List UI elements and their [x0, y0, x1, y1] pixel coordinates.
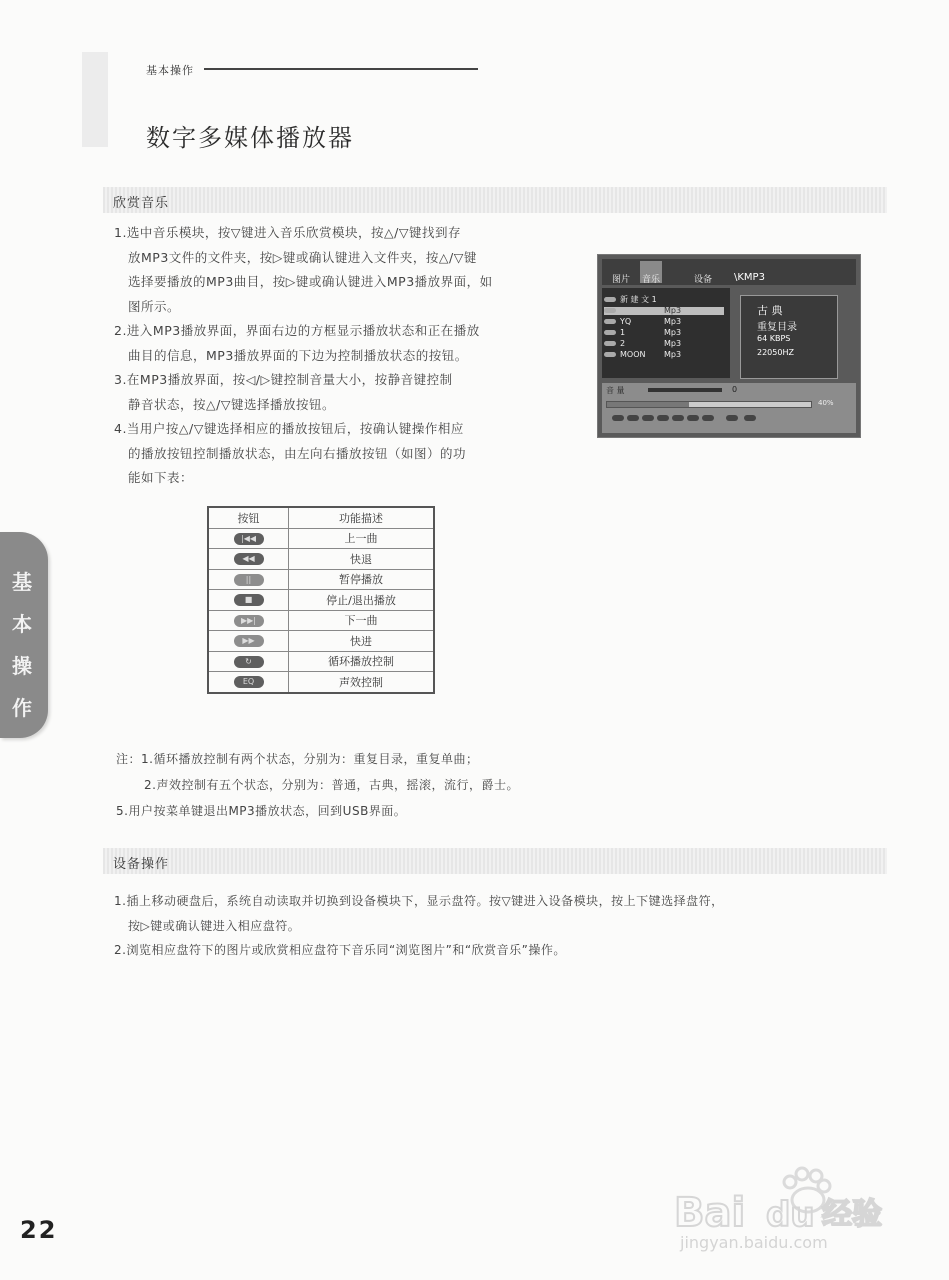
svg-text:du: du [766, 1195, 815, 1235]
instruction-line: 2.浏览相应盘符下的图片或欣赏相应盘符下音乐同“浏览图片”和“欣赏音乐”操作。 [114, 943, 566, 957]
section-header-music [103, 187, 887, 213]
rewind-icon: ◀◀ [234, 553, 264, 565]
table-row [208, 672, 434, 693]
mp3-player-screenshot [597, 254, 861, 438]
page-title: 数字多媒体播放器 [146, 124, 354, 152]
instruction-line: 静音状态，按△/▽键选择播放按钮。 [128, 396, 335, 412]
instruction-line: 选择要播放的MP3曲目，按▷键或确认键进入MP3播放界面，如 [128, 274, 493, 289]
note-line: 注：1.循环播放控制有两个状态，分别为：重复目录，重复单曲； [116, 752, 479, 766]
screenshot-tab-bar [602, 259, 856, 285]
table-row [208, 528, 434, 549]
header-decoration-bar [82, 52, 108, 147]
notes [116, 746, 636, 824]
tab-devices: 设备 [694, 275, 713, 285]
volume-value: 0 [732, 385, 738, 394]
instruction-line: 3.在MP3播放界面，按◁/▷键控制音量大小，按静音键控制 [114, 372, 453, 387]
table-cell: 上一曲 [289, 528, 435, 549]
table-row [208, 569, 434, 590]
file-row: 新 建 文 1 [604, 296, 657, 304]
side-tab-char: 本 [12, 612, 32, 636]
table-cell: 快退 [289, 549, 435, 570]
eq-icon: EQ [234, 676, 264, 688]
header-rule [204, 68, 478, 70]
eq-mode: 古 典 [757, 304, 783, 317]
fast-forward-icon: ▶▶ [234, 635, 264, 647]
instruction-line: 图所示。 [128, 298, 181, 314]
table-row [208, 631, 434, 652]
repeat-mode: 重复目录 [757, 322, 797, 333]
instruction-line: 的播放按钮控制播放状态，由左向右播放按钮（如图）的功 [128, 445, 467, 461]
volume-bar [648, 388, 722, 392]
instruction-line: 4.当用户按△/▽键选择相应的播放按钮后，按确认键操作相应 [114, 421, 464, 436]
section-title: 欣赏音乐 [113, 196, 170, 211]
chapter-side-tab [0, 532, 48, 738]
instruction-line: 放MP3文件的文件夹，按▷键或确认键进入文件夹，按△/▽键 [128, 249, 477, 265]
side-tab-char: 作 [12, 696, 32, 720]
side-tab-char: 基 [12, 570, 32, 594]
note-line: 2.声效控制有五个状态，分别为：普通，古典，摇滚，流行，爵士。 [144, 778, 519, 792]
pause-play-icon: || [234, 574, 264, 586]
section-title: 设备操作 [113, 857, 170, 872]
current-path: \KMP3 [734, 272, 765, 283]
previous-track-icon: |◀◀ [234, 533, 264, 545]
folder-icon [604, 297, 616, 302]
file-row: MOON Mp3 [604, 351, 645, 359]
file-row: YQ Mp3 [604, 318, 631, 326]
playback-info-panel [740, 295, 838, 379]
progress-bar [606, 401, 812, 408]
tab-music: 音乐 [642, 275, 661, 285]
table-row [208, 590, 434, 611]
instruction-line: 1.插上移动硬盘后，系统自动读取并切换到设备模块下，显示盘符。按▽键进入设备模块，按上下键选择盘符， [114, 894, 724, 908]
sample-rate: 22050HZ [757, 348, 794, 357]
header-label: 基本操作 [146, 64, 194, 77]
file-row: 1 Mp3 [604, 329, 625, 337]
music-instructions [114, 221, 554, 491]
table-cell: 暂停播放 [289, 569, 435, 590]
music-file-icon [604, 308, 616, 313]
svg-text:Bai: Bai [674, 1190, 746, 1236]
rewind-button-icon [627, 415, 639, 421]
svg-text:经验: 经验 [822, 1197, 882, 1232]
table-header-row [208, 507, 434, 528]
instruction-line: 曲目的信息，MP3播放界面的下边为控制播放状态的按钮。 [128, 347, 468, 363]
next-button-icon [672, 415, 684, 421]
music-file-icon [604, 341, 616, 346]
tab-pictures: 图片 [612, 275, 631, 285]
progress-percent: 40% [818, 399, 834, 407]
file-list [602, 288, 730, 378]
stop-icon: ■ [234, 594, 264, 606]
pause-button-icon [642, 415, 654, 421]
repeat-icon: ↻ [234, 656, 264, 668]
instruction-line: 按▷键或确认键进入相应盘符。 [128, 918, 301, 933]
stop-button-icon [657, 415, 669, 421]
music-file-icon [604, 330, 616, 335]
svg-text:jingyan.baidu.com: jingyan.baidu.com [680, 1233, 828, 1252]
music-file-icon [604, 352, 616, 357]
table-header-cell: 按钮 [208, 507, 289, 528]
section-header-devices [103, 848, 887, 874]
baidu-jingyan-watermark-logo [672, 1152, 912, 1252]
control-panel [602, 383, 856, 433]
instruction-line: 1.选中音乐模块，按▽键进入音乐欣赏模块，按△/▽键找到存 [114, 225, 461, 240]
repeat-button-icon [702, 415, 714, 421]
side-tab-char: 操 [12, 654, 32, 678]
device-instructions [114, 889, 874, 963]
table-cell: 下一曲 [289, 610, 435, 631]
next-track-icon: ▶▶| [234, 615, 264, 627]
eq-button-icon [726, 415, 738, 421]
table-header-cell: 功能描述 [289, 507, 435, 528]
table-row [208, 651, 434, 672]
table-row [208, 549, 434, 570]
menu-button-icon [744, 415, 756, 421]
forward-button-icon [687, 415, 699, 421]
music-file-icon [604, 319, 616, 324]
instruction-line: 2.进入MP3播放界面，界面右边的方框显示播放状态和正在播放 [114, 323, 480, 338]
bitrate: 64 KBPS [757, 334, 791, 343]
table-cell: 循环播放控制 [289, 651, 435, 672]
progress-fill [607, 402, 689, 407]
prev-button-icon [612, 415, 624, 421]
table-row [208, 610, 434, 631]
volume-label: 音 量 [606, 386, 625, 395]
page-number: 22 [20, 1216, 58, 1244]
file-row: 2 Mp3 [604, 340, 625, 348]
table-cell: 停止/退出播放 [289, 590, 435, 611]
instruction-line: 能如下表： [128, 470, 194, 485]
table-cell: 快进 [289, 631, 435, 652]
table-cell: 声效控制 [289, 672, 435, 693]
button-function-table [207, 506, 435, 694]
note-line: 5.用户按菜单键退出MP3播放状态，回到USB界面。 [116, 804, 407, 818]
file-row-selected: Mp3 [604, 307, 724, 315]
